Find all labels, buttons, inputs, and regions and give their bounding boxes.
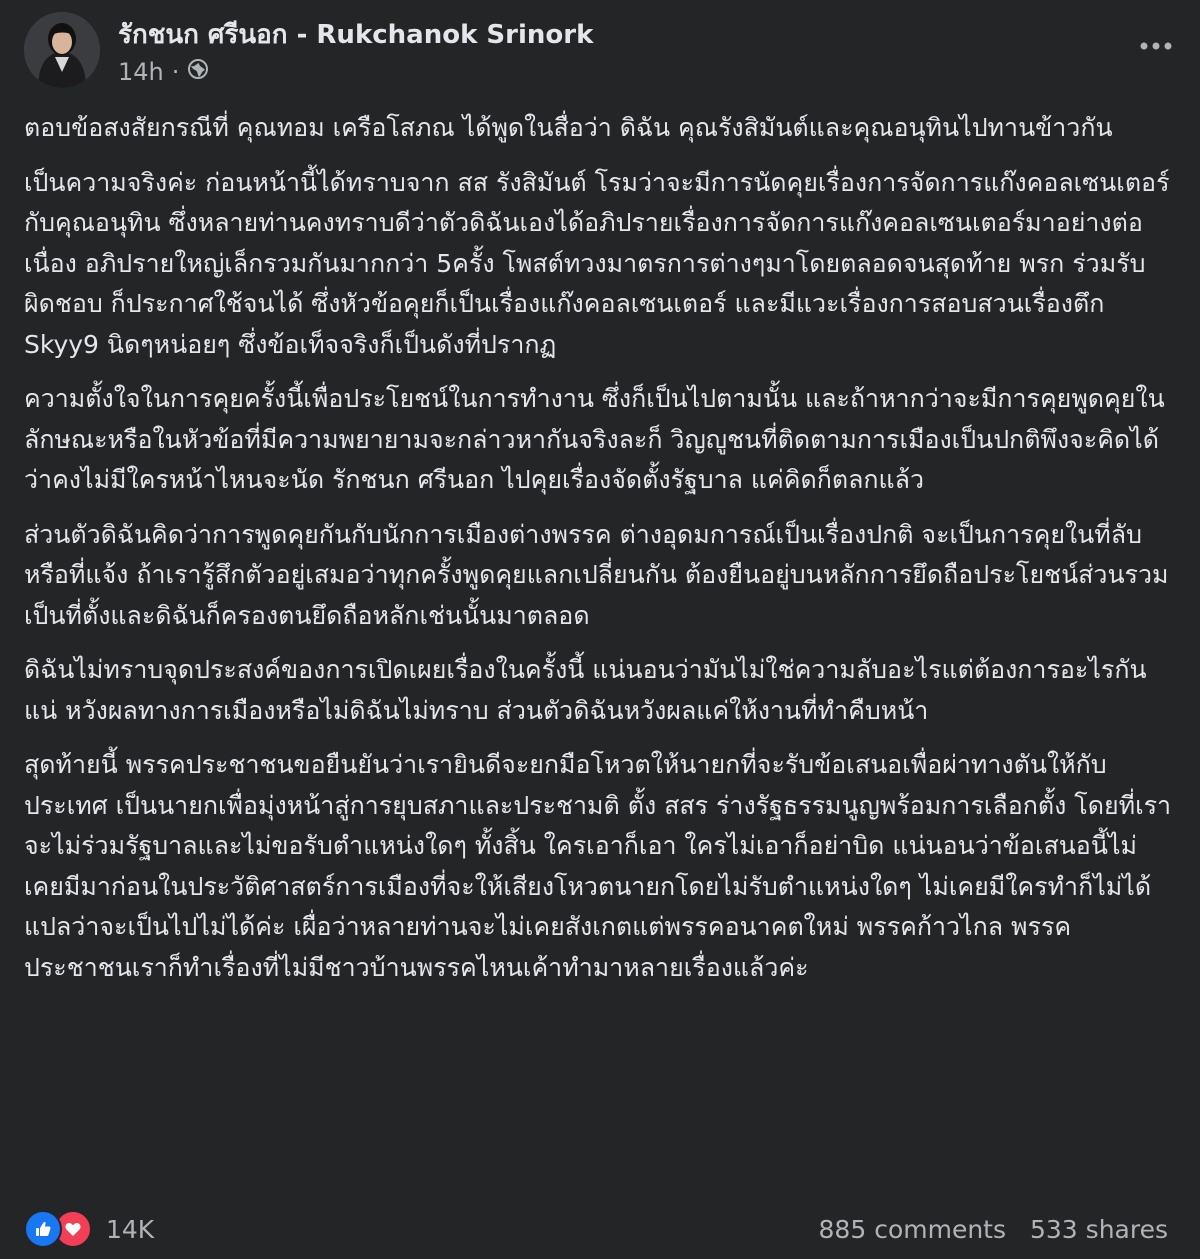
comments-count[interactable]: 885 comments: [818, 1214, 1006, 1244]
more-horizontal-icon: [1140, 42, 1172, 50]
post-paragraph-1: ตอบข้อสงสัยกรณีที่ คุณทอม เครือโสภณ ได้พูดในสื่อว่า ดิฉัน คุณรังสิมันต์และคุณอนุทินไปทานข้าวกัน: [24, 113, 1113, 142]
avatar[interactable]: [24, 12, 100, 88]
post-paragraph-3: ความตั้งใจในการคุยครั้งนี้เพื่อประโยชน์ในการทำงาน ซึ่งก็เป็นไปตามนั้น และถ้าหากว่าจะมีการคุยพูดคุยในลักษณะหรือในหัวข้อที่มีความพยายามจะกล่าวหากันจริงละก็ วิญญูชนที่ติดตามการเมืองเป็นปกติพึงจะคิดได้ ว่าคงไม่มีใครหน้าไหนจะนัด รักชนก ศรีนอก ไปคุยเรื่องจัดตั้งรัฐบาล แค่คิดก็ตลกแล้ว: [24, 384, 1165, 494]
post-paragraph-2: เป็นความจริงค่ะ ก่อนหน้านี้ได้ทราบจาก สส รังสิมันต์ โรมว่าจะมีการนัดคุยเรื่องการจัดการแก๊งคอลเซนเตอร์กับคุณอนุทิน ซึ่งหลายท่านคงทราบดีว่าตัวดิฉันเองได้อภิปรายเรื่องการจัดการแก๊งคอลเซนเตอร์มาอย่างต่อเนื่อง อภิปรายใหญ่เล็กรวมกันมากกว่า 5ครั้ง โพสต์ทวงมาตรการต่างๆมาโดยตลอดจนสุดท้าย พรก ร่วมรับผิดชอบ ก็ประกาศใช้จนได้ ซึ่งหัวข้อคุยก็เป็นเรื่องแก๊งคอลเซนเตอร์ และมีแวะเรื่องการสอบสวนเรื่องตึก Skyy9 นิดๆหน่อยๆ ซึ่งข้อเท็จจริงก็เป็นดังที่ปรากฏ: [24, 167, 1170, 359]
reaction-count: 14K: [106, 1214, 155, 1244]
post-stats: [819, 1215, 1168, 1244]
post-paragraph-4: ส่วนตัวดิฉันคิดว่าการพูดคุยกันกับนักการเมืองต่างพรรค ต่างอุดมการณ์เป็นเรื่องปกติ จะเป็นการคุยในที่ลับหรือที่แจ้ง ถ้าเรารู้สึกตัวอยู่เสมอว่าทุกครั้งพูดคุยแลกเปลี่ยนกัน ต้องยืนอยู่บนหลักการยึดถือประโยชน์ส่วนรวมเป็นที่ตั้งและดิฉันก็ครองตนยึดถือหลักเช่นนั้นมาตลอด: [24, 519, 1169, 630]
reactions-summary[interactable]: [24, 1210, 154, 1248]
post-meta: [118, 58, 209, 86]
more-options-button[interactable]: [1136, 26, 1176, 66]
post-text: [24, 108, 1174, 1002]
profile-photo: [24, 12, 100, 88]
meta-separator: ·: [171, 58, 180, 86]
post-header: [24, 12, 1176, 92]
post-footer: [24, 1207, 1168, 1251]
like-icon: [24, 1210, 62, 1248]
shares-count[interactable]: 533 shares: [1030, 1214, 1168, 1244]
author-name[interactable]: รักชนก ศรีนอก - Rukchanok Srinork: [118, 20, 594, 50]
globe-icon: [187, 58, 209, 86]
post-paragraph-6: สุดท้ายนี้ พรรคประชาชนขอยืนยันว่าเรายินดีจะยกมือโหวตให้นายกที่จะรับข้อเสนอเพื่อผ่าทางตันให้กับประเทศ เป็นนายกเพื่อมุ่งหน้าสู่การยุบสภาและประชามติ ตั้ง สสร ร่างรัฐธรรมนูญพร้อมการเลือกตั้ง โดยที่เราจะไม่ร่วมรัฐบาลและไม่ขอรับตำแหน่งใดๆ ทั้งสิ้น ใครเอาก็เอา ใครไม่เอาก็อย่าบิด แน่นอนว่าข้อเสนอนี้ไม่เคยมีมาก่อนในประวัติศาสตร์การเมืองที่จะให้เสียงโหวตนายกโดยไม่รับตำแหน่งใดๆ ไม่เคยมีใครทำก็ไม่ได้แปลว่าจะเป็นไปไม่ได้ค่ะ เผื่อว่าหลายท่านจะไม่เคยสังเกตแต่พรรคอนาคตใหม่ พรรคก้าวไกล พรรคประชาชนเราก็ทำเรื่องที่ไม่มีชาวบ้านพรรคไหนเค้าทำมาหลายเรื่องแล้วค่ะ: [24, 750, 1172, 982]
post-paragraph-5: ดิฉันไม่ทราบจุดประสงค์ของการเปิดเผยเรื่องในครั้งนี้ แน่นอนว่ามันไม่ใช่ความลับอะไรแต่ต้องการอะไรกันแน่ หวังผลทางการเมืองหรือไม่ดิฉันไม่ทราบ ส่วนตัวดิฉันหวังผลแค่ให้งานที่ทำคืบหน้า: [24, 655, 1147, 725]
post-timestamp[interactable]: 14h: [118, 58, 164, 86]
